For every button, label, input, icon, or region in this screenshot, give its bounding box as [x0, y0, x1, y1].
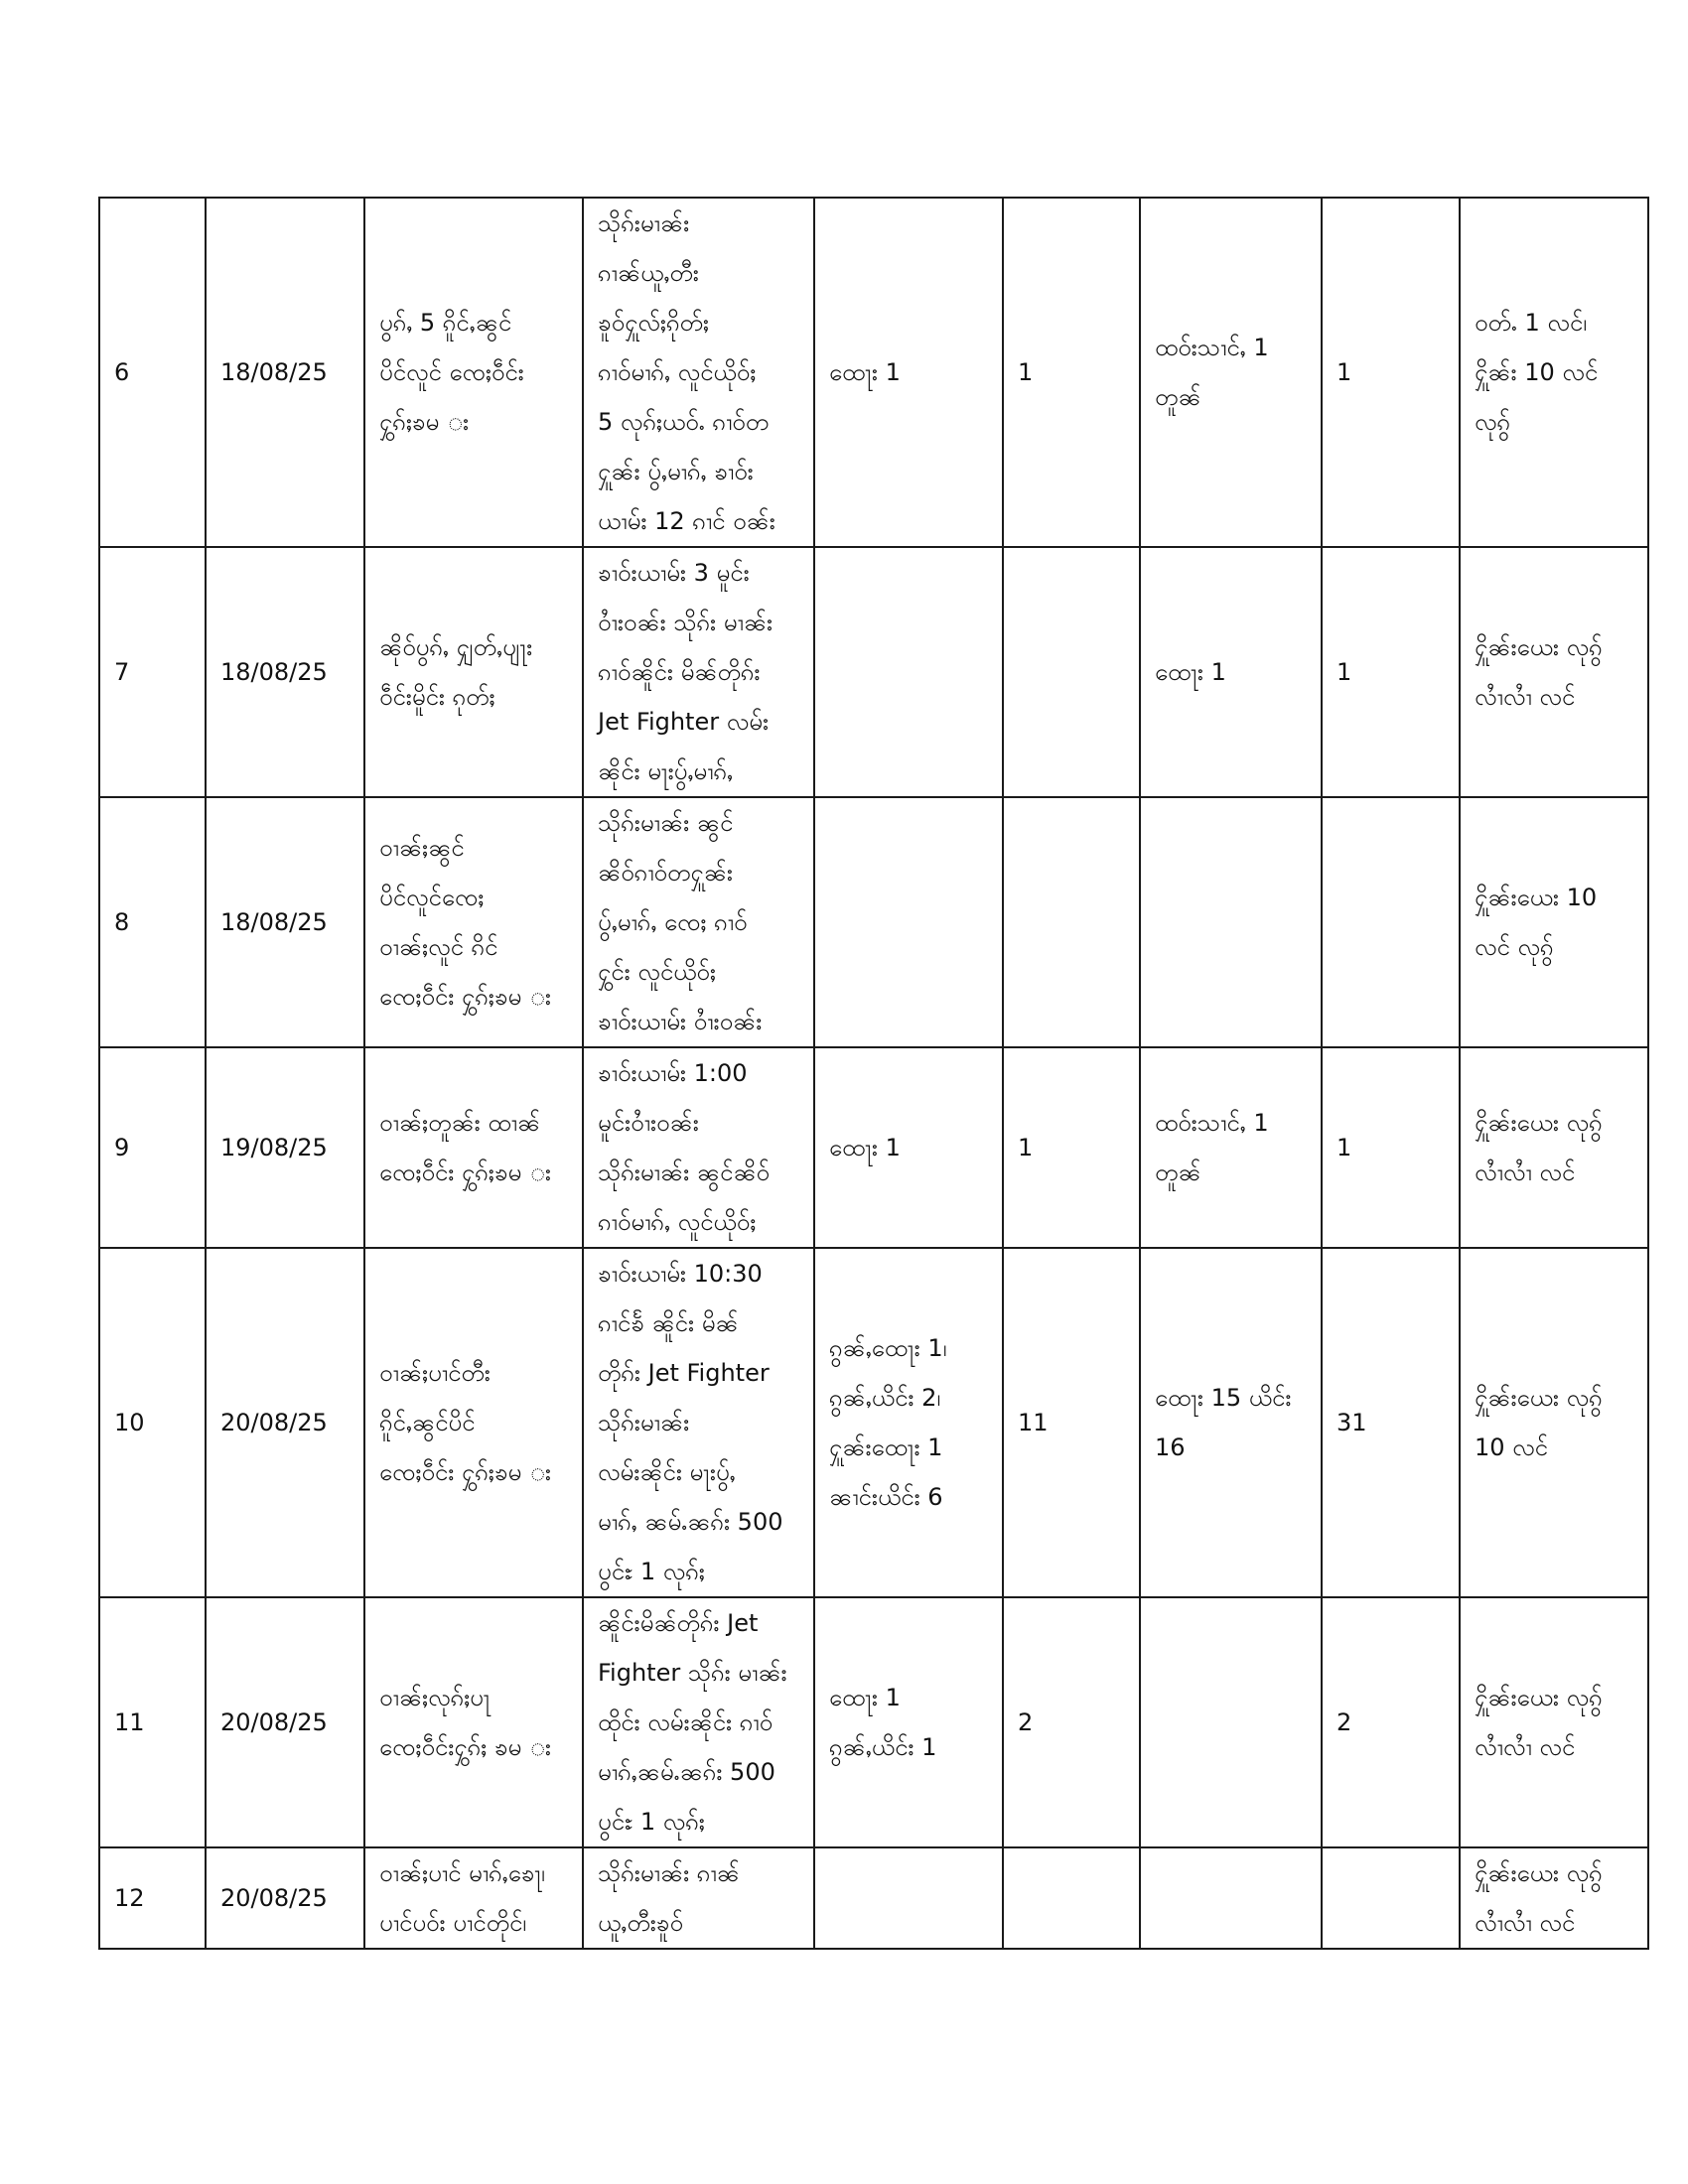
row-number: 11: [99, 1597, 206, 1847]
row-date: 20/08/25: [206, 1597, 364, 1847]
row-victims: ၵွၼ်ႇထေႃး 1၊ ၵွၼ်ႇယိင်း 2၊ ႁူၼ်းထေႃး 1 ၼၢင်းယိင်း 6: [814, 1248, 1003, 1597]
row-date: 20/08/25: [206, 1847, 364, 1949]
row-victims: [814, 797, 1003, 1047]
row-deaths: 2: [1003, 1597, 1140, 1847]
row-description: ၶၢဝ်းယၢမ်း 1:00 မူင်းဝၢႆးဝၼ်း သိုၵ်းမၢၼ်း ၼွင်ၼိဝ် ၵၢဝ်မၢၵ်ႇ လူင်ယိုဝ်ႈ: [583, 1047, 814, 1248]
row-description: သိုၵ်းမၢၼ်း ၵၢၼ်ယူႇတီး ၶူဝ်ႁူလ်ႈၵိုတ်ႈ ၵၢဝ်မၢၵ်ႇ လူင်ယိုဝ်ႈ 5 လုၵ်ႈယဝ်ႉ ၵၢဝ်တ ႁူၼ်း ပွ်ႇမၢၵ်ႇ ၶၢဝ်း ယၢမ်း 12 ၵၢင် ဝၼ်း: [583, 198, 814, 547]
row-date: 19/08/25: [206, 1047, 364, 1248]
row-date: 18/08/25: [206, 198, 364, 547]
row-injured: ထဝ်းသၢင်ႇ 1 တူၼ်: [1140, 1047, 1322, 1248]
row-description: ၼိူင်းမိၼ်တိုၵ်း Jet Fighter သိုၵ်း မၢၼ်း ထိုင်း လမ်းၼိုင်း ၵၢဝ် မၢၵ်ႇၼမ်ႉၼၵ်း 500 ပွင်ႊ 1 လုၵ်ႈ: [583, 1597, 814, 1847]
row-total: [1322, 797, 1460, 1047]
row-number: 12: [99, 1847, 206, 1949]
incident-table: [98, 197, 1649, 1950]
row-victims: [814, 1847, 1003, 1949]
table-row: [99, 797, 1648, 1047]
row-damage: ႁိူၼ်းယေး လုၵ်ွ လၢႆလၢႆ လင်: [1460, 1847, 1648, 1949]
row-injured: [1140, 1847, 1322, 1949]
row-injured: ထဝ်းသၢင်ႇ 1 တူၼ်: [1140, 198, 1322, 547]
row-total: 1: [1322, 1047, 1460, 1248]
row-damage: ႁိူၼ်းယေး လုၵ်ွ လၢႆလၢႆ လင်: [1460, 547, 1648, 797]
row-injured: ထေႃး 1: [1140, 547, 1322, 797]
row-location: ဝၢၼ်ႈတူၼ်း ထၢၼ် ၸေႈဝဵင်း ႁွၵ်ႈၶမ း: [364, 1047, 583, 1248]
row-number: 9: [99, 1047, 206, 1248]
row-description: ၶၢဝ်းယၢမ်း 10:30 ၵၢင်ၶႅ ၼိူင်း မိၼ် တိုၵ်း Jet Fighter သိုၵ်းမၢၼ်း လမ်းၼိုင်း မႃးပွ်ႇ မၢၵ်ႇ ၼမ်ႉၼၵ်း 500 ပွင်ႊ 1 လုၵ်ႈ: [583, 1248, 814, 1597]
row-deaths: [1003, 547, 1140, 797]
row-total: 1: [1322, 547, 1460, 797]
row-victims: ထေႃး 1: [814, 198, 1003, 547]
row-description: သိုၵ်းမၢၼ်း ၵၢၼ် ယူႇတီးၶူဝ်: [583, 1847, 814, 1949]
row-total: 31: [1322, 1248, 1460, 1597]
table-row: [99, 198, 1648, 547]
row-location: ပွၵ်ႇ 5 ၵိူင်ႇၼွင် ပိင်လူင် ၸေႈဝဵင်း ႁွၵ်ႈၶမ း: [364, 198, 583, 547]
row-victims: [814, 547, 1003, 797]
row-deaths: [1003, 1847, 1140, 1949]
table-row: [99, 1847, 1648, 1949]
row-location: ၼိုဝ်ပွၵ်ႇ ႁျတ်ႇပျႃး ဝဵင်းမိူင်း ၵုတ်ႈ: [364, 547, 583, 797]
row-number: 8: [99, 797, 206, 1047]
row-damage: ဝတ်ႉ 1 လင်၊ ႁိူၼ်း 10 လင် လုၵ်ွ: [1460, 198, 1648, 547]
row-deaths: [1003, 797, 1140, 1047]
row-damage: ႁိူၼ်းယေး 10 လင် လုၵ်ွ: [1460, 797, 1648, 1047]
row-number: 6: [99, 198, 206, 547]
row-description: ၶၢဝ်းယၢမ်း 3 မူင်း ဝၢႆးဝၼ်း သိုၵ်း မၢၼ်း ၵၢဝ်ၼိူင်း မိၼ်တိုၵ်း Jet Fighter လမ်း ၼိုင်း မႃးပွ်ႇမၢၵ်ႇ: [583, 547, 814, 797]
row-description: သိုၵ်းမၢၼ်း ၼွင် ၼိဝ်ၵၢဝ်တႁူၼ်း ပွ်ႇမၢၵ်ႇ ၸေႈ ၵၢဝ် ႁွင်း လူင်ယိုဝ်ႈ ၶၢဝ်းယၢမ်း ဝၢႆးဝၼ်း: [583, 797, 814, 1047]
row-victims: ထေႃး 1 ၵွၼ်ႇယိင်း 1: [814, 1597, 1003, 1847]
row-damage: ႁိူၼ်းယေး လုၵ်ွ လၢႆလၢႆ လင်: [1460, 1047, 1648, 1248]
row-number: 7: [99, 547, 206, 797]
row-damage: ႁိူၼ်းယေး လုၵ်ွ လၢႆလၢႆ လင်: [1460, 1597, 1648, 1847]
row-damage: ႁိူၼ်းယေး လုၵ်ွ 10 လင်: [1460, 1248, 1648, 1597]
row-location: ဝၢၼ်ႈပၢင်တီး ၵိူင်ႇၼွင်ပိင် ၸေႈဝဵင်း ႁွၵ်ႈၶမ း: [364, 1248, 583, 1597]
row-total: 2: [1322, 1597, 1460, 1847]
table-row: [99, 1248, 1648, 1597]
row-injured: [1140, 797, 1322, 1047]
row-total: [1322, 1847, 1460, 1949]
row-victims: ထေႃး 1: [814, 1047, 1003, 1248]
row-injured: ထေႃး 15 ယိင်း 16: [1140, 1248, 1322, 1597]
row-deaths: 1: [1003, 198, 1140, 547]
row-date: 20/08/25: [206, 1248, 364, 1597]
row-date: 18/08/25: [206, 547, 364, 797]
row-location: ဝၢၼ်ႈၼွင် ပိင်လူင်ၸေႈ ဝၢၼ်ႈလူင် ၵိင် ၸေႈဝဵင်း ႁွၵ်ႈၶမ း: [364, 797, 583, 1047]
table-row: [99, 1597, 1648, 1847]
row-injured: [1140, 1597, 1322, 1847]
row-total: 1: [1322, 198, 1460, 547]
row-date: 18/08/25: [206, 797, 364, 1047]
row-deaths: 1: [1003, 1047, 1140, 1248]
row-number: 10: [99, 1248, 206, 1597]
row-location: ဝၢၼ်ႈပၢင် မၢၵ်ႇၶေႃ၊ ပၢင်ပဝ်း ပၢင်တိုင်၊: [364, 1847, 583, 1949]
table-row: [99, 547, 1648, 797]
row-location: ဝၢၼ်ႈလုၵ်ႈပႃ ၸေႈဝဵင်းႁွၵ်ႈ ၶမ း: [364, 1597, 583, 1847]
table-row: [99, 1047, 1648, 1248]
row-deaths: 11: [1003, 1248, 1140, 1597]
